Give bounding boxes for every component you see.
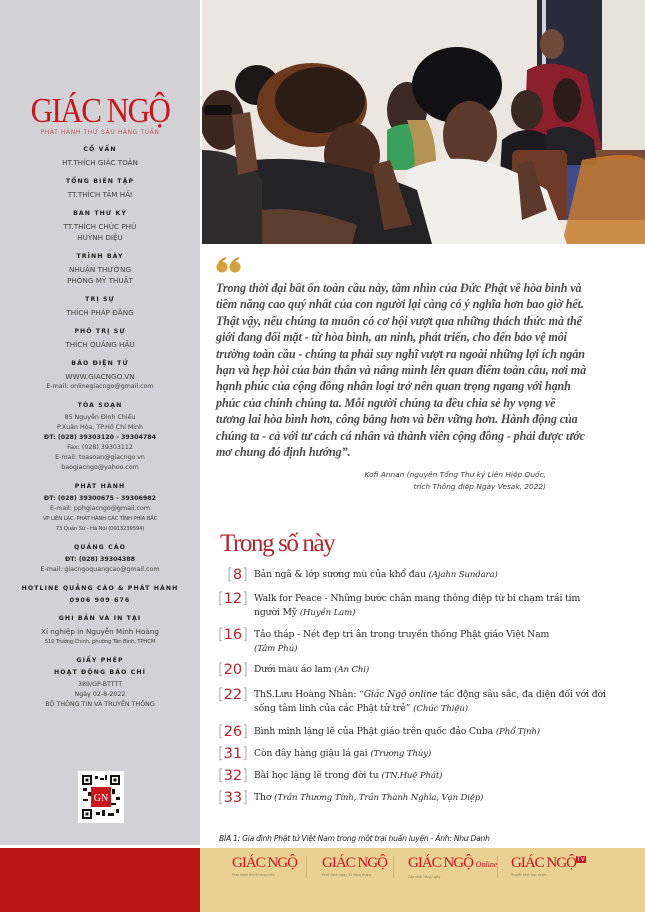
credit-giay-phep <box>0 656 200 710</box>
credit-value: HUỲNH DIỆU <box>77 233 123 242</box>
toc-entry <box>254 590 584 620</box>
attribution-line: trích Thông điệp Ngày Vesak, 2022) <box>413 482 546 491</box>
toc-entry-author: (TN.Huệ Phát) <box>381 771 443 781</box>
toc-entry-title: Thơ <box>254 792 272 803</box>
toc-entry <box>254 767 442 785</box>
credit-value: THÍCH QUẢNG HẬU <box>65 340 135 349</box>
credit-value: Xí nghiệp in Nguyễn Minh Hoàng <box>41 627 159 636</box>
credit-heading: TỔNG BIÊN TẬP <box>65 178 135 185</box>
phone-value: ĐT: (028) 39304388 <box>64 556 136 563</box>
toc-entry-author: (Trương Thúy) <box>370 749 432 759</box>
credit-toa-soan <box>0 401 200 473</box>
toc-entry-author: (An Chi) <box>334 665 370 675</box>
brand-name: GIÁC NGỘ <box>511 855 576 871</box>
toc-item[interactable] <box>216 686 636 716</box>
brand-logo: GIÁC NGỘ <box>322 855 387 871</box>
brand-tagline: Truyền hình trực tuyến <box>511 873 548 877</box>
qr-label: GN <box>93 793 109 804</box>
giacngo-logo <box>0 90 200 136</box>
email-link[interactable]: E-mail: onlinegiacngo@gmail.com <box>46 383 154 390</box>
logo-subtitle: PHÁT HÀNH THỨ SÁU HÀNG TUẦN <box>40 129 160 136</box>
credit-tri-su <box>0 295 200 318</box>
brand-tagline: Cập nhật hàng ngày <box>408 875 441 879</box>
red-corner-block <box>0 848 200 912</box>
email-link[interactable]: baogiacngo@yahoo.com <box>61 464 139 471</box>
toc-entry <box>254 661 369 679</box>
toc-entry-title-pre: ThS.Lưu Hoàng Nhân: “ <box>254 689 364 700</box>
credit-trinh-bay <box>0 252 200 286</box>
credit-value: TT.THÍCH CHÚC PHÚ <box>63 222 137 231</box>
credit-ban-thu-ky <box>0 209 200 243</box>
brand-logo: GIÁC NGỘ <box>232 855 297 871</box>
credit-value: TT.THÍCH TÂM HẢI <box>67 190 133 199</box>
qr-code[interactable] <box>78 771 124 823</box>
brand-giacngo-weekly[interactable] <box>232 855 322 877</box>
toc-entry-author: (Trần Thương Tính, Trần Thành Nghĩa, Vạn Diệp) <box>274 793 484 803</box>
featured-quote: Trong thời đại bất ổn toàn cầu này, tầm nhìn của Đức Phật về hòa bình và tiềm năng cao quý nhất của con người lại càng có ý nghĩa hơn bao giờ hết. Thật vậy, nếu chúng ta muốn có cơ hội vượt qua những thách thức mà thế giới đang đối mặt - từ hòa bình, an ninh, phát triển, cho đến bảo vệ môi trường toàn cầu - chúng ta phải suy nghĩ vượt ra ngoài những lợi ích ngắn hạn và hẹp hòi của bản thân và nâng mình lên quan điểm toàn cầu, nơi mà hạnh phúc của cộng đồng nhân loại trở nên quan trọng ngang với hạnh phúc của chính chúng ta. Mỗi người chúng ta đều chia sẻ hy vọng về tương lai hòa bình hơn, công bằng hơn và bền vững hơn. Hành động của chúng ta - cả với tư cách cá nhân và thành viên cộng đồng - phải được ước mơ chung đó định hướng”. <box>216 281 587 460</box>
brand-divider <box>306 856 307 878</box>
brand-suffix: Online <box>475 860 498 869</box>
phone-value: ĐT: (028) 39303120 - 39304784 <box>43 434 157 441</box>
logo-title: GIÁC NGỘ <box>30 90 170 131</box>
toc-entry-title: Bài học lặng lẽ trong đời tu <box>254 770 379 781</box>
page-number: 31 <box>223 746 243 762</box>
toc-page-number: [26] <box>217 722 248 740</box>
cover-caption: BÌA 1: Gia đình Phật tử Việt Nam trong một trại huấn luyện - Ảnh: Như Danh <box>219 834 490 843</box>
credit-value: Ngày 02-8-2022 <box>74 691 126 698</box>
credit-value: P.Xuân Hòa, TP.Hồ Chí Minh <box>57 424 143 431</box>
credit-value: HT.THÍCH GIÁC TOÀN <box>62 158 138 167</box>
credit-heading: PHÓ TRỊ SỰ <box>74 328 126 335</box>
credit-ghi-ban <box>0 614 200 647</box>
toc-item[interactable] <box>216 745 636 763</box>
toc-entry-author: (Huyền Lam) <box>299 607 356 618</box>
credit-heading: HOẠT ĐỘNG BÁO CHÍ <box>53 669 147 676</box>
toc-item[interactable] <box>216 566 636 584</box>
brand-giacngo-monthly[interactable] <box>322 855 412 877</box>
toc-entry <box>254 566 498 584</box>
email-link[interactable]: E-mail: giacngoquangcao@gmail.com <box>40 566 160 573</box>
toc-entry-title-post: tác động sâu sắc, đa diện đối với đời sống tâm linh của các Phật tử trẻ” <box>254 689 606 714</box>
toc-item[interactable] <box>216 723 636 741</box>
credit-heading: GIẤY PHÉP <box>76 657 124 664</box>
brand-logo <box>511 855 601 871</box>
toc-entry-title: Dưới màu áo lam <box>254 664 332 675</box>
phone-number <box>0 433 200 443</box>
toc-entry-title: Tảo tháp - Nét đẹp tri ân trong truyền thống Phật giáo Việt Nam <box>254 629 550 640</box>
toc-page-number: [16] <box>217 625 248 643</box>
toc-entry <box>254 686 629 716</box>
page-number: 26 <box>223 724 243 740</box>
qr-code-icon <box>82 775 120 819</box>
email-link[interactable]: E-mail: pphgiacngo@gmail.com <box>50 505 150 512</box>
credit-phat-hanh <box>0 482 200 534</box>
toc-entry-title: Còn đây hàng giậu lá gai <box>254 748 368 759</box>
masthead-credits <box>0 145 200 719</box>
toc-entry-author: (Ajahn Sundara) <box>428 570 498 580</box>
attribution-line: Kofi Annan (nguyên Tổng Thư ký Liên Hiệp Quốc, <box>364 470 546 479</box>
toc-page-number: [32] <box>217 766 248 784</box>
credit-heading: BÁO ĐIỆN TỬ <box>71 360 129 367</box>
tv-badge-icon: TV <box>576 856 585 863</box>
phone-number <box>0 494 200 504</box>
toc-entry-title: Bản ngã & lớp sương mù của khổ đau <box>254 569 426 580</box>
credit-value: PHÒNG MỸ THUẬT <box>67 276 133 285</box>
credit-pho-tri-su <box>0 327 200 350</box>
toc-page-number: [31] <box>217 744 248 762</box>
credit-value: 73 Quán Sứ - Hà Nội (0913239594) <box>55 526 145 532</box>
page-number: 33 <box>223 790 243 806</box>
phone-value: ĐT: (028) 39300675 - 39306982 <box>43 495 157 502</box>
brand-divider <box>497 856 498 878</box>
credit-heading: TRÌNH BÀY <box>76 253 124 260</box>
toc-item[interactable] <box>216 626 636 656</box>
toc-entry-title: Bình minh lặng lẽ của Phật giáo trên quốc đảo Cuba <box>254 726 494 737</box>
fax-number: Fax: (028) 39303112 <box>67 444 133 451</box>
toc-item[interactable] <box>216 789 636 807</box>
credit-heading: CỐ VẤN <box>83 146 117 153</box>
page-number: 20 <box>223 662 243 678</box>
toc-entry-author: (Phổ Tịnh) <box>495 727 540 737</box>
toc-page-number: [12] <box>217 589 248 607</box>
credit-value: NHUẬN THƯỜNG <box>68 265 132 274</box>
credit-value: 389/GP-BTTTT <box>77 681 123 688</box>
credit-tong-bien-tap <box>0 177 200 200</box>
toc-item[interactable] <box>216 661 636 679</box>
page-number: 12 <box>223 591 243 607</box>
toc-page-number: [33] <box>217 788 248 806</box>
masthead-sidebar <box>0 0 200 845</box>
credit-heading: HOTLINE QUẢNG CÁO & PHÁT HÀNH <box>21 585 179 592</box>
toc-page-number: [22] <box>217 685 248 703</box>
credit-value: THÍCH PHÁP ĐĂNG <box>66 308 134 317</box>
credit-heading: TRỊ SỰ <box>85 296 115 303</box>
cover-photo-praying-people <box>202 0 645 244</box>
toc-title: Trong số này <box>220 530 335 557</box>
credit-hotline <box>0 584 200 605</box>
brand-name: GIÁC NGỘ <box>408 855 473 871</box>
toc-entry <box>254 723 540 741</box>
toc-entry-title-italic: Giác Ngộ online <box>363 689 438 700</box>
website-link[interactable]: WWW.GIACNGO.VN <box>65 372 135 381</box>
toc-entry-author: (Chúc Thiệu) <box>413 703 468 714</box>
toc-entry <box>254 789 483 807</box>
toc-entry <box>254 745 431 763</box>
hotline-number: 0906 909 676 <box>69 597 131 604</box>
credit-value: BỘ THÔNG TIN VÀ TRUYỀN THÔNG <box>45 701 155 708</box>
brand-divider <box>393 856 394 878</box>
credit-value: 85 Nguyễn Đình Chiểu <box>64 414 136 421</box>
brand-giacngo-online[interactable] <box>408 855 498 879</box>
page-number: 22 <box>223 687 243 703</box>
credit-value: VP LIÊN LẠC, PHÁT HÀNH CÁC TỈNH PHÍA BẮC <box>42 516 158 522</box>
quote-mark-icon <box>216 257 242 277</box>
toc-page-number: [8] <box>227 565 248 583</box>
page-number: 32 <box>223 768 243 784</box>
page-number: 8 <box>232 567 243 583</box>
credit-heading: PHÁT HÀNH <box>74 483 126 490</box>
brand-tagline: Phát hành ngày 15 hàng tháng <box>322 873 372 877</box>
brand-giacngo-tv[interactable] <box>511 855 601 877</box>
credit-heading: TÒA SOẠN <box>77 402 123 409</box>
brand-footer-band <box>200 848 645 912</box>
credit-value: 510 Trường Chinh, phường Tân Bình, TPHCM <box>44 639 156 645</box>
brand-logo <box>408 855 498 873</box>
email-link[interactable]: E-mail: toasoan@giacngo.vn <box>55 454 145 461</box>
toc-entry-title: Walk for Peace - Những bước chân mang thông điệp từ bi chạm trái tim người Mỹ <box>254 593 581 618</box>
page-number: 16 <box>223 627 243 643</box>
toc-item[interactable] <box>216 590 636 620</box>
brand-tagline: Phát hành thứ 6 hàng tuần <box>232 873 275 877</box>
quote-attribution <box>300 469 546 493</box>
credit-heading: BAN THƯ KÝ <box>73 210 127 217</box>
photo-illustration <box>202 0 645 244</box>
credit-quang-cao <box>0 543 200 575</box>
phone-number <box>0 555 200 565</box>
credit-heading: GHI BẢN VÀ IN TẠI <box>58 615 142 622</box>
credit-co-van <box>0 145 200 168</box>
toc-page-number: [20] <box>217 660 248 678</box>
credit-heading: QUẢNG CÁO <box>74 544 126 551</box>
toc-entry-author: (Tâm Phú) <box>254 643 298 654</box>
toc-entry <box>254 626 624 656</box>
credit-bao-dien-tu <box>0 359 200 392</box>
toc-item[interactable] <box>216 767 636 785</box>
